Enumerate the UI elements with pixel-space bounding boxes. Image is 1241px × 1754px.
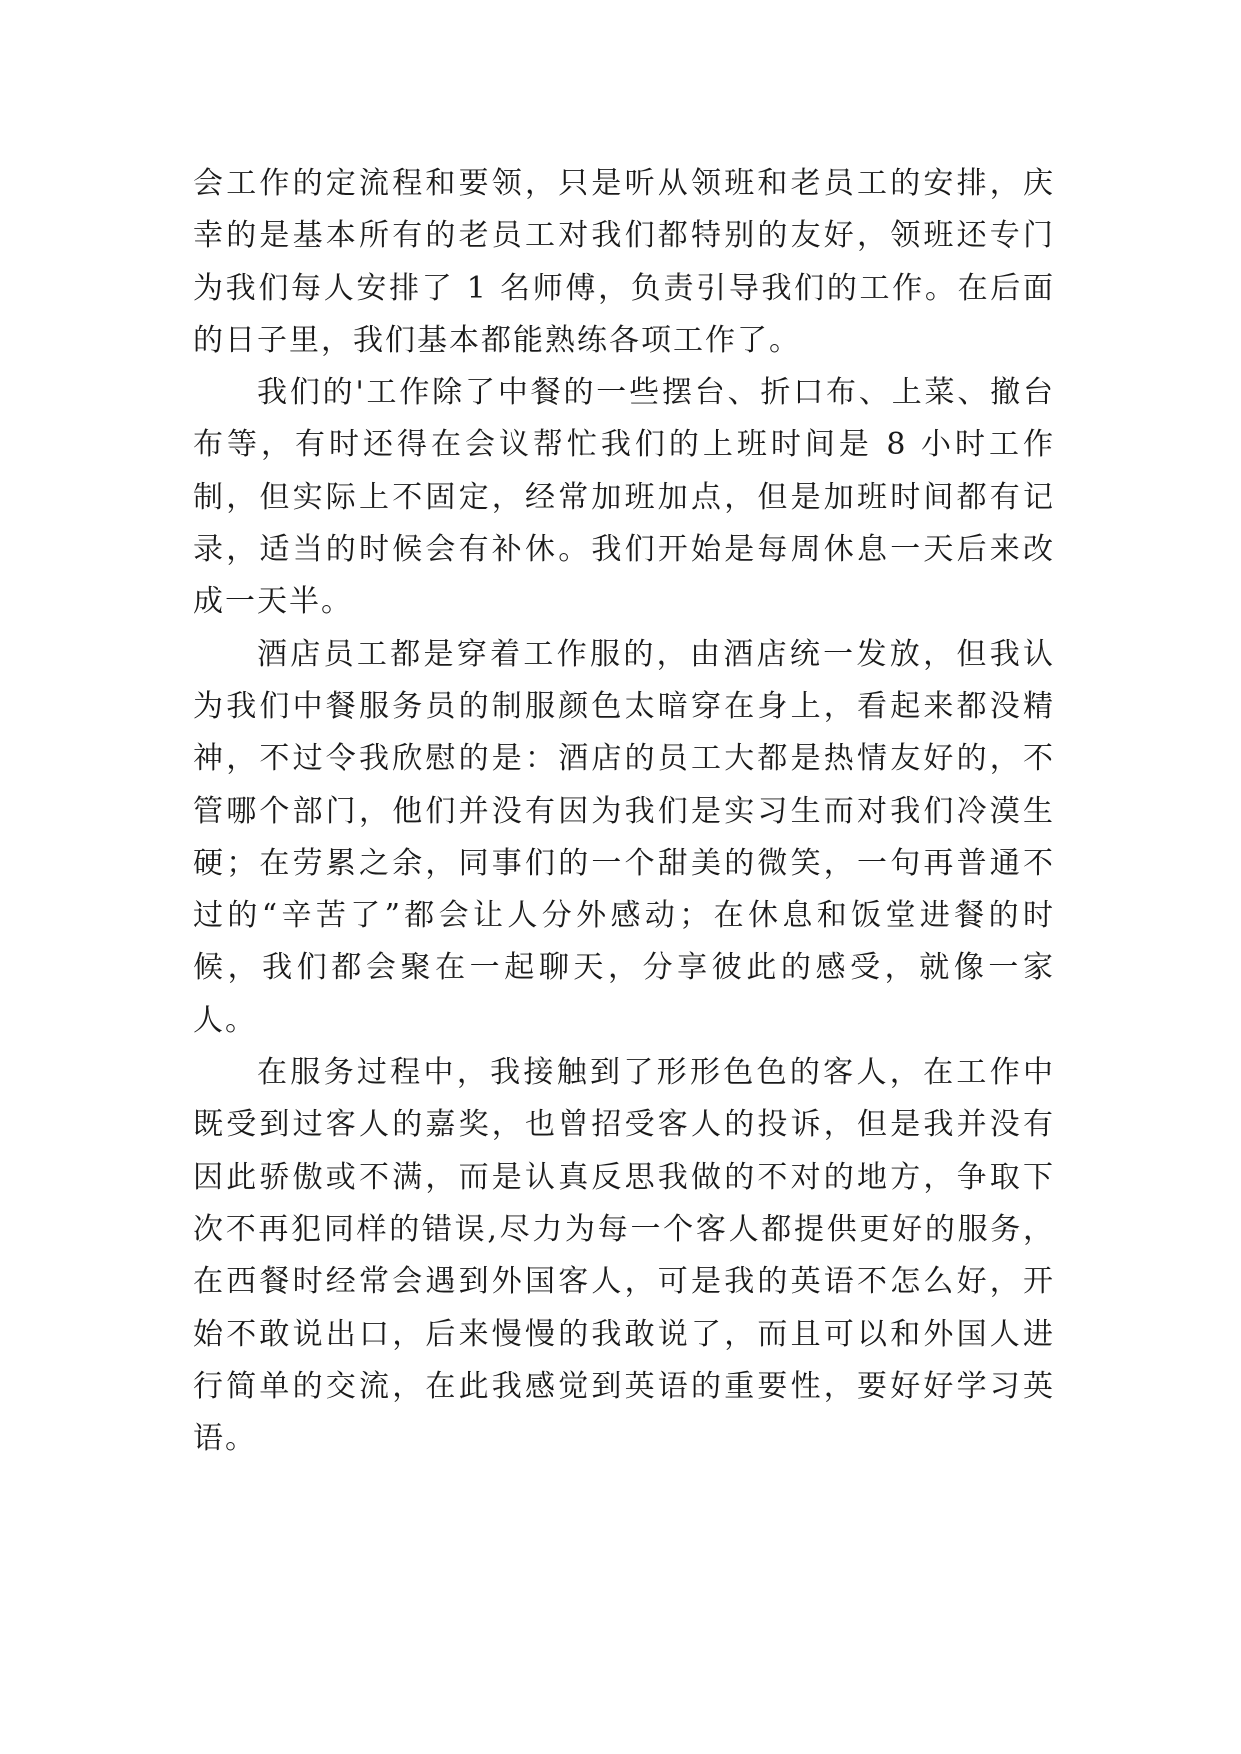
document-body xyxy=(193,158,1055,1465)
paragraph-1: 会工作的定流程和要领，只是听从领班和老员工的安排，庆幸的是基本所有的老员工对我们都特别的友好，领班还专门为我们每人安排了 1 名师傅，负责引导我们的工作。在后面的日子里，我们基本都能熟练各项工作了。 xyxy=(193,166,1055,358)
paragraph-2: 我们的'工作除了中餐的一些摆台、折口布、上菜、撤台布等，有时还得在会议帮忙我们的上班时间是 8 小时工作制，但实际上不固定，经常加班加点，但是加班时间都有记录，适当的时候会有补休。我们开始是每周休息一天后来改成一天半。 xyxy=(193,375,1055,620)
paragraph-4: 在服务过程中，我接触到了形形色色的客人，在工作中既受到过客人的嘉奖，也曾招受客人的投诉，但是我并没有因此骄傲或不满，而是认真反思我做的不对的地方，争取下次不再犯同样的错误,尽力为每一个客人都提供更好的服务，在西餐时经常会遇到外国客人，可是我的英语不怎么好，开始不敢说出口，后来慢慢的我敢说了，而且可以和外国人进行简单的交流，在此我感觉到英语的重要性，要好好学习英语。 xyxy=(193,1055,1055,1457)
paragraph-3: 酒店员工都是穿着工作服的，由酒店统一发放，但我认为我们中餐服务员的制服颜色太暗穿在身上，看起来都没精神，不过令我欣慰的是：酒店的员工大都是热情友好的，不管哪个部门，他们并没有因为我们是实习生而对我们冷漠生硬；在劳累之余，同事们的一个甜美的微笑，一句再普通不过的“辛苦了”都会让人分外感动；在休息和饭堂进餐的时候，我们都会聚在一起聊天，分享彼此的感受，就像一家人。 xyxy=(193,636,1055,1038)
